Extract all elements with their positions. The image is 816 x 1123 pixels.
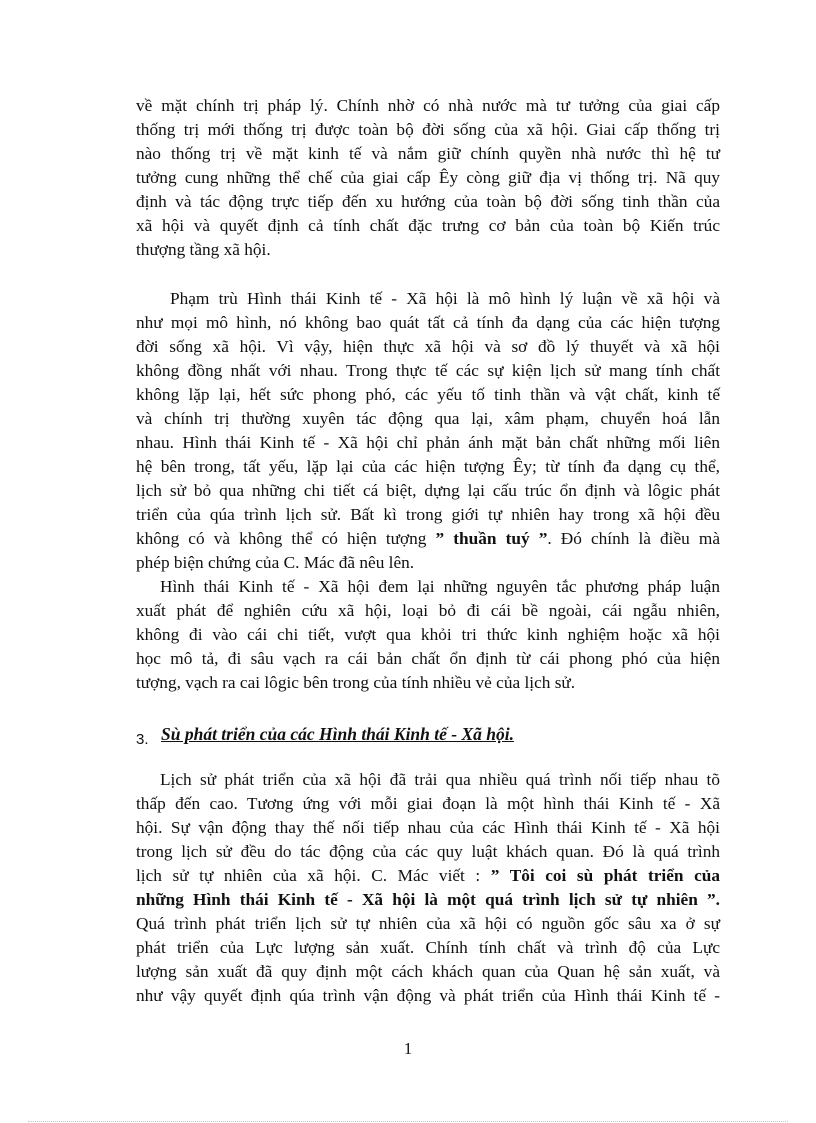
text-line: không đi vào cái chi tiết, vượt qua khỏi tri thức kinh nghiệm hoặc xã hội — [136, 625, 720, 644]
text-line: xã hội và quyết định cả tính chất đặc trưng cơ bản của toàn bộ Kiến trúc — [136, 216, 720, 235]
section-heading: Sù phát triển của các Hình thái Kinh tế - Xã hội. — [161, 724, 514, 744]
text-line: hệ bên trong, tất yếu, lặp lại của các hiện tượng Êy; từ tính đa dạng cụ thể, — [136, 457, 720, 476]
text-run: . Đó chính là điều mà — [547, 529, 720, 548]
text-line: triển của qúa trình lịch sử. Bất kì trong giới tự nhiên hay trong xã hội đều — [136, 505, 720, 524]
text-line: không lặp lại, hết sức phong phó, các yếu tố tinh thần và vật chất, kinh tế — [136, 385, 720, 404]
text-line: không đồng nhất với nhau. Trong thực tế các sự kiện lịch sử mang tính chất — [136, 361, 720, 380]
text-line — [136, 527, 720, 551]
text-line: Lịch sử phát triển của xã hội đã trải qua nhiều quá trình nối tiếp nhau tõ — [160, 770, 720, 789]
text-line: thượng tầng xã hội. — [136, 240, 271, 259]
text-line: trong lịch sử đều do tác động của các quy luật khách quan. Đó là quá trình — [136, 842, 720, 861]
text-line: thống trị mới thống trị được toàn bộ đời sống của xã hội. Giai cấp thống trị — [136, 120, 720, 139]
text-line: định và tác động trực tiếp đến xu hướng của toàn bộ đời sống tinh thần của — [136, 192, 720, 211]
text-line: nhau. Hình thái Kinh tế - Xã hội chỉ phản ánh mặt bản chất những mối liên — [136, 433, 720, 452]
text-run: không có và không thể có hiện tượng — [136, 529, 436, 548]
text-line: phép biện chứng của C. Mác đã nêu lên. — [136, 553, 415, 572]
bold-quote: ” Tôi coi sù phát triển của — [490, 866, 720, 885]
text-line: xuất phát để nghiên cứu xã hội, loại bỏ đi cái bề ngoài, cái ngẫu nhiên, — [136, 601, 720, 620]
text-line: như vậy quyết định qúa trình vận động và phát triển của Hình thái Kinh tế - — [136, 986, 720, 1005]
page-number: 1 — [403, 1039, 413, 1058]
text-line: Quá trình phát triển lịch sử tự nhiên của xã hội có nguồn gốc sâu xa ở sự — [136, 914, 720, 933]
text-line: học mô tả, đi sâu vạch ra cái bản chất ổn định từ cái phong phó của hiện — [136, 649, 720, 668]
text-line: hội. Sự vận động thay thế nối tiếp nhau của các Hình thái Kinh tế - Xã hội — [136, 818, 720, 837]
text-line — [136, 864, 720, 888]
text-line: đời sống xã hội. Vì vậy, hiện thực xã hội và sơ đồ lý thuyết và xã hội — [136, 337, 720, 356]
text-line: như mọi mô hình, nó không bao quát tất cả tính đa dạng của các hiện tượng — [136, 313, 720, 332]
text-line: thấp đến cao. Tương ứng với mỗi giai đoạn là một hình thái Kinh tế - Xã — [136, 794, 720, 813]
text-line: về mặt chính trị pháp lý. Chính nhờ có nhà nước mà tư tưởng của giai cấp — [136, 96, 720, 115]
text-line: lượng sản xuất đã quy định một cách khách quan của Quan hệ sản xuất, và — [136, 962, 720, 981]
text-line: và chính trị thường xuyên tác động qua lại, xâm phạm, chuyển hoá lẫn — [136, 409, 720, 428]
section-number: 3. — [136, 731, 149, 748]
bold-quote-line: những Hình thái Kinh tế - Xã hội là một quá trình lịch sử tự nhiên ”. — [136, 890, 720, 909]
text-line: tượng, vạch ra cai lôgic bên trong của tính nhiều vẻ của lịch sử. — [136, 673, 576, 692]
text-line: Phạm trù Hình thái Kinh tế - Xã hội là mô hình lý luận về xã hội và — [170, 289, 720, 308]
page-bottom-divider — [28, 1121, 788, 1122]
text-line: nào thống trị về mặt kinh tế và nắm giữ chính quyền nhà nước thì hệ tư — [136, 144, 720, 163]
bold-quote: ” thuần tuý ” — [435, 529, 548, 548]
text-line: Hình thái Kinh tế - Xã hội đem lại những nguyên tắc phương pháp luận — [160, 577, 720, 596]
text-line: lịch sử bỏ qua những chi tiết cá biệt, dựng lại cấu trúc ổn định và lôgic phát — [136, 481, 720, 500]
text-line: phát triển của Lực lượng sản xuất. Chính tính chất và trình độ của Lực — [136, 938, 720, 957]
text-line: tưởng cung những thể chế của giai cấp Êy còng giữ địa vị thống trị. Nã quy — [136, 168, 720, 187]
text-run: lịch sử tự nhiên của xã hội. C. Mác viết : — [136, 866, 491, 885]
